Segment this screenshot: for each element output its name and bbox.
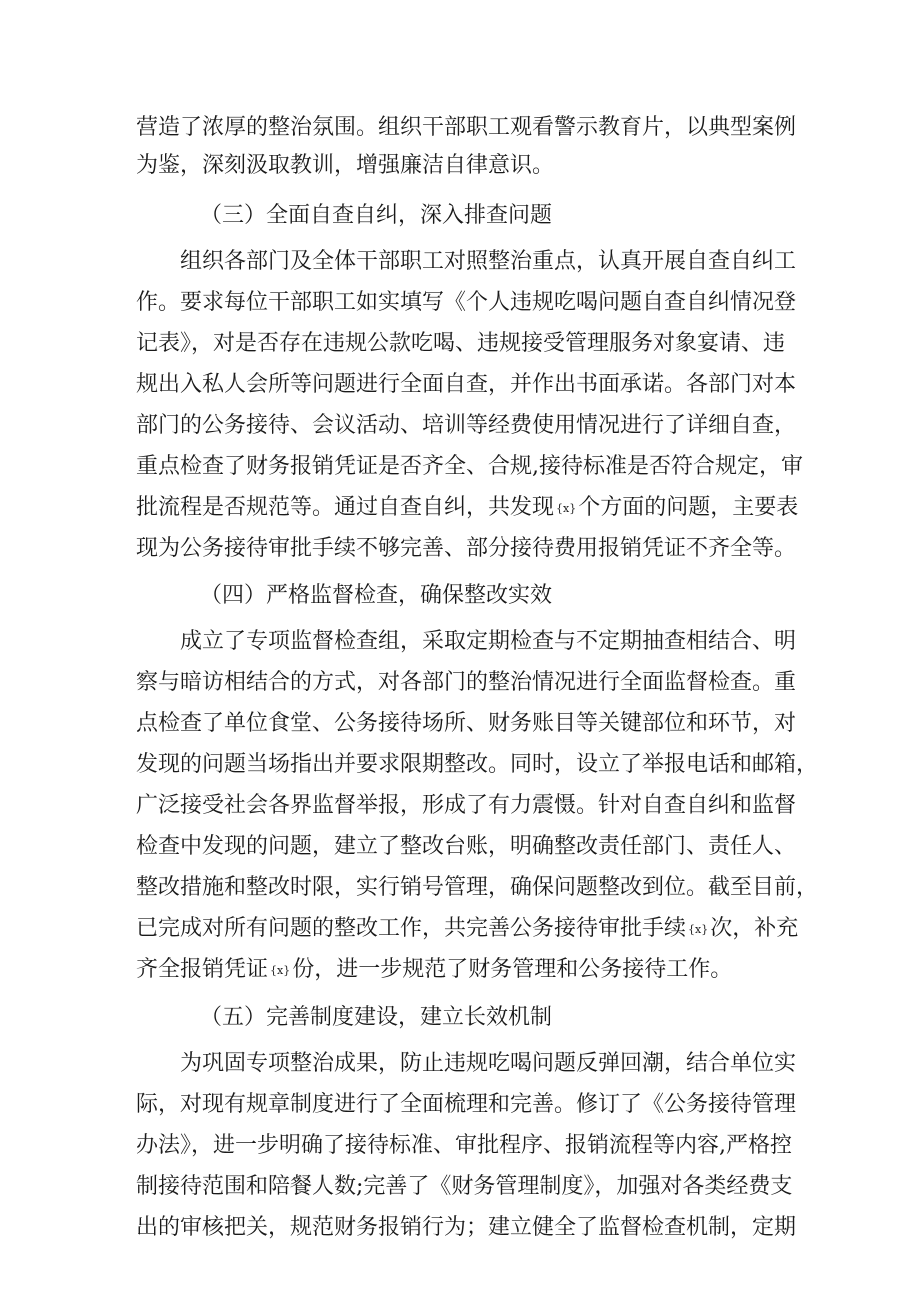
text-line (136, 909, 799, 949)
text-line: 为巩固专项整治成果，防止违规吃喝问题反弹回潮，结合单位实 (180, 1051, 797, 1076)
text-line: 规出入私人会所等问题进行全面自查，并作出书面承诺。各部门对本 (136, 372, 797, 397)
text-line: 察与暗访相结合的方式，对各部门的整治情况进行全面监督检查。重 (136, 670, 797, 695)
text-line: 发现的问题当场指出并要求限期整改。同时，设立了举报电话和邮箱， (136, 752, 819, 777)
placeholder-marker: {x} (688, 923, 709, 936)
text-line: 出的审核把关，规范财务报销行为；建立健全了监督检查机制，定期 (136, 1215, 797, 1240)
text-line: 记表》，对是否存在违规公款吃喝、违规接受管理服务对象宴请、违 (136, 331, 786, 356)
text-line: 部门的公务接待、会议活动、培训等经费使用情况进行了详细自查， (136, 413, 797, 438)
section-heading-3: （三）全面自查自纠，深入排查问题 (200, 203, 553, 228)
text-line: 办法》，进一步明确了接待标准、审批程序、报销流程等内容,严格控 (136, 1133, 792, 1158)
text-line: 制接待范围和陪餐人数;完善了《财务管理制度》，加强对各类经费支 (136, 1174, 793, 1199)
text-line: 作。要求每位干部职工如实填写《个人违规吃喝问题自查自纠情况登 (136, 290, 797, 315)
placeholder-marker: {x} (270, 964, 291, 977)
text-line: 营造了浓厚的整治氛围。组织干部职工观看警示教育片，以典型案例 (136, 115, 797, 140)
text-line: 点检查了单位食堂、公务接待场所、财务账目等关键部位和环节，对 (136, 711, 797, 736)
text-segment: 已完成对所有问题的整改工作，共完善公务接待审批手续 (136, 916, 687, 941)
text-segment: 次，补充 (710, 916, 799, 941)
text-line: 现为公务接待审批手续不够完善、部分接待费用报销凭证不齐全等。 (136, 536, 797, 561)
text-line (136, 488, 799, 528)
text-line: 际，对现有规章制度进行了全面梳理和完善。修订了《公务接待管理 (136, 1092, 797, 1117)
text-line (136, 950, 786, 990)
text-line: 重点检查了财务报销凭证是否齐全、合规,接待标准是否符合规定，审 (136, 454, 803, 479)
text-line: 整改措施和整改时限，实行销号管理，确保问题整改到位。截至目前， (136, 875, 819, 900)
text-line: 为鉴，深刻汲取教训，增强廉洁自律意识。 (136, 153, 555, 178)
text-segment: 个方面的问题，主要表 (578, 495, 799, 520)
section-heading-4: （四）严格监督检查，确保整改实效 (200, 583, 553, 608)
text-line: 广泛接受社会各界监督举报，形成了有力震慑。针对自查自纠和监督 (136, 793, 797, 818)
placeholder-marker: {x} (556, 502, 577, 515)
text-line: 组织各部门及全体干部职工对照整治重点，认真开展自查自纠工 (180, 249, 797, 274)
text-line: 成立了专项监督检查组，采取定期检查与不定期抽查相结合、明 (180, 629, 797, 654)
text-segment: 份，进一步规范了财务管理和公务接待工作。 (292, 957, 733, 982)
text-line: 检查中发现的问题，建立了整改台账，明确整改责任部门、责任人、 (136, 834, 797, 859)
text-segment: 批流程是否规范等。通过自查自纠，共发现 (136, 495, 555, 520)
section-heading-5: （五）完善制度建设，建立长效机制 (200, 1005, 553, 1030)
text-segment: 齐全报销凭证 (136, 957, 269, 982)
